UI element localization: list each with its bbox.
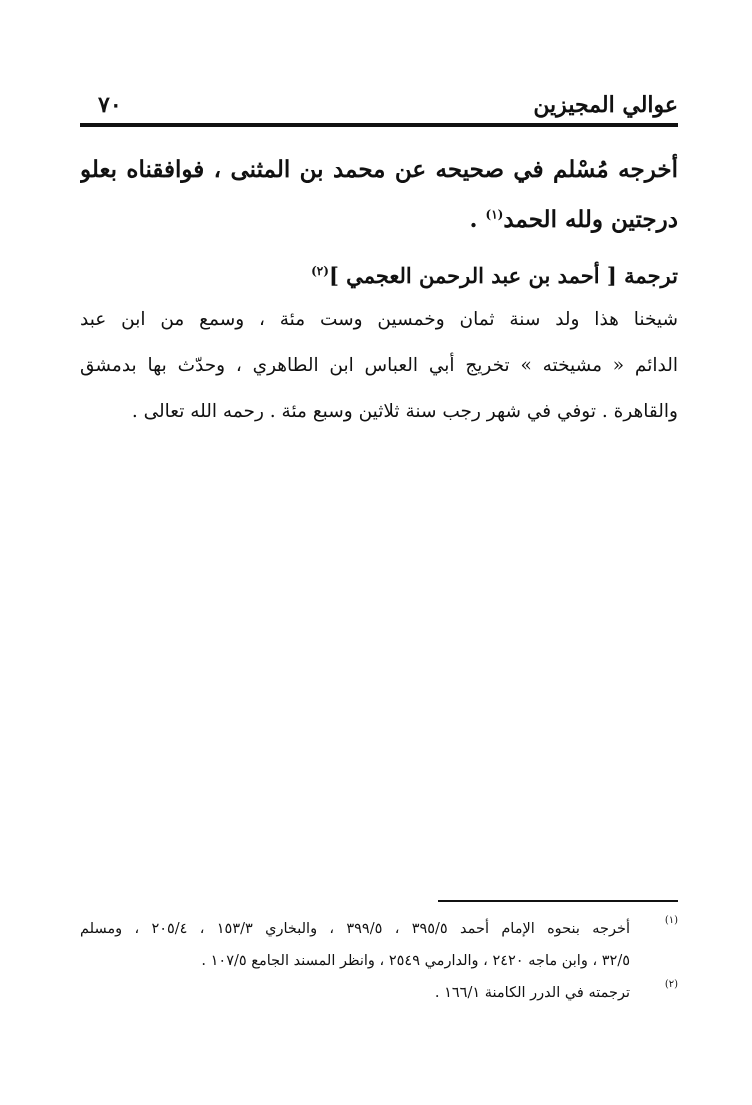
footnote-1 <box>80 913 678 977</box>
biography-heading <box>80 255 678 297</box>
page-body <box>80 145 678 435</box>
paragraph-1-line-2-text: درجتين ولله الحمد <box>503 206 678 233</box>
footnote-rule <box>438 900 678 902</box>
paragraph-1-line-2 <box>80 195 678 245</box>
paragraph-2-line-3: والقاهرة . توفي في شهر رجب سنة ثلاثين وسبع مئة . رحمه الله تعالى . <box>131 401 678 422</box>
footnote-2-line-1: ترجمته في الدرر الكامنة ١٦٦/١ . <box>434 985 630 1001</box>
footnotes <box>80 913 678 1009</box>
paragraph-1-line-2-end: . <box>469 206 486 233</box>
paragraph-1-line-1: أخرجه مُسْلم في صحيحه عن محمد بن المثنى ، فوافقناه بعلو <box>80 156 678 183</box>
paragraph-2-line-1: شيخنا هذا ولد سنة ثمان وخمسين وست مئة ، وسمع من ابن عبد <box>80 309 678 330</box>
paragraph-2 <box>80 297 678 435</box>
footnote-ref-1: (١) <box>485 207 504 222</box>
biography-heading-text: ترجمة [ أحمد بن عبد الرحمن العجمي ] <box>328 263 678 288</box>
running-title: عوالي المجيزين <box>533 92 678 118</box>
footnote-1-number: (١) <box>664 915 678 926</box>
footnote-ref-2: (٢) <box>311 264 329 278</box>
footnote-2-number: (٢) <box>664 979 678 990</box>
header-rule <box>80 123 678 127</box>
paragraph-1 <box>80 145 678 245</box>
page-number: ٧٠ <box>98 92 122 118</box>
page-header <box>80 92 678 124</box>
footnote-1-line-2: ٣٢/٥ ، وابن ماجه ٢٤٢٠ ، والدارمي ٢٥٤٩ ، وانظر المسند الجامع ١٠٧/٥ . <box>201 953 630 969</box>
footnote-2 <box>80 977 678 1009</box>
paragraph-2-line-2: الدائم « مشيخته » تخريج أبي العباس ابن الطاهري ، وحدّث بها بدمشق <box>80 355 678 376</box>
footnote-1-line-1: أخرجه بنحوه الإمام أحمد ٣٩٥/٥ ، ٣٩٩/٥ ، والبخاري ١٥٣/٣ ، ٢٠٥/٤ ، ومسلم <box>80 921 630 937</box>
